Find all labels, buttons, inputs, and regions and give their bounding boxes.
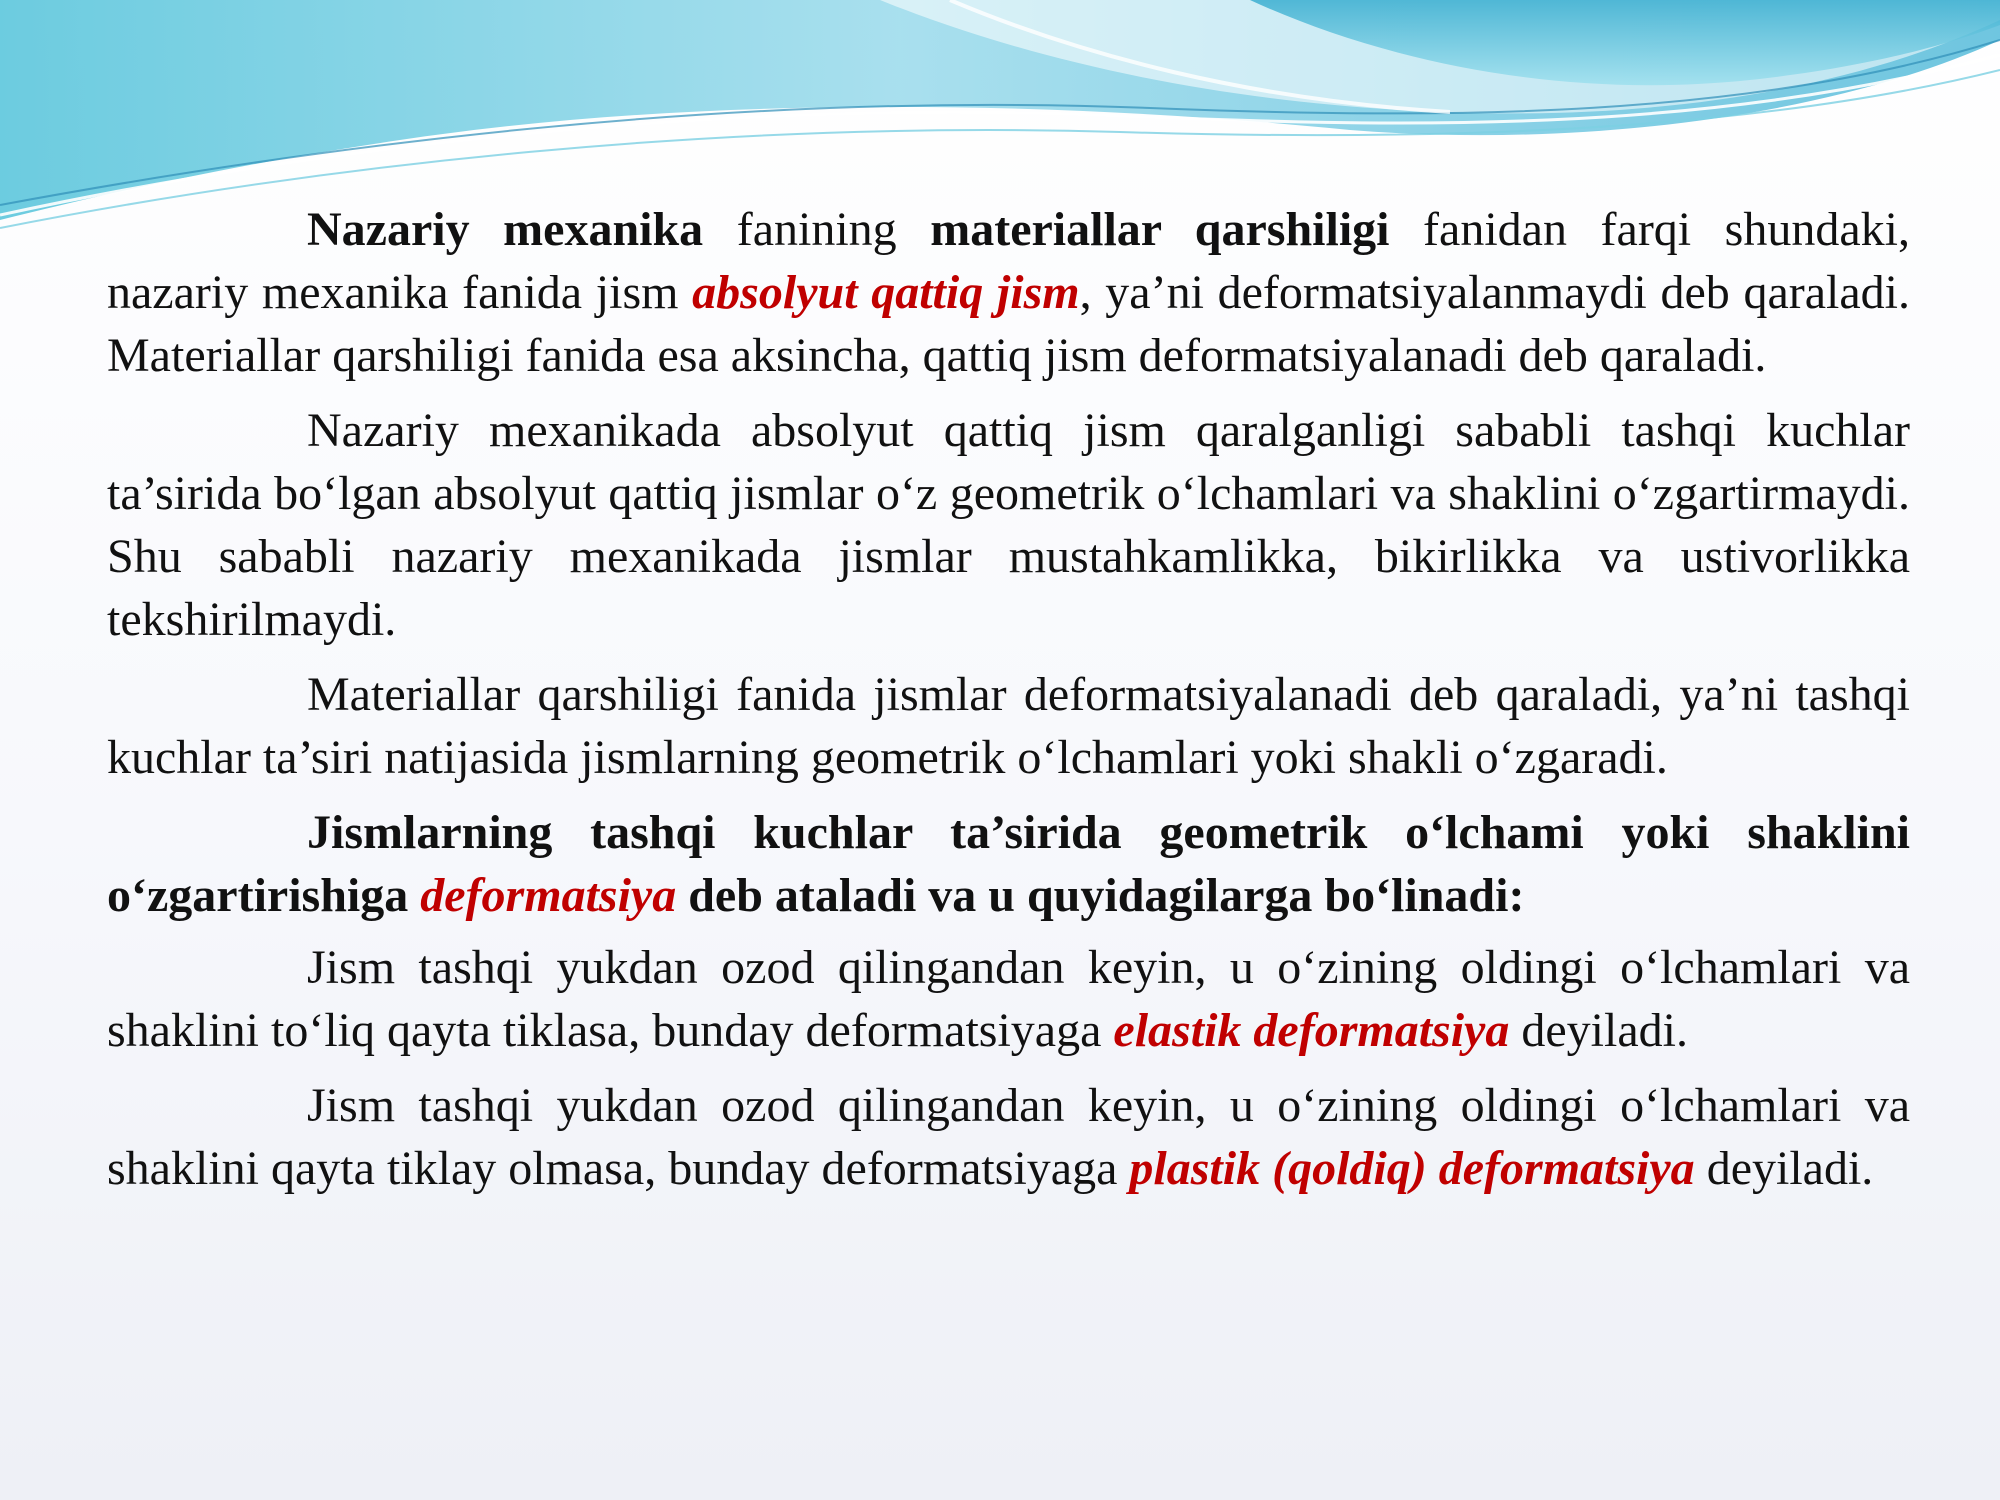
paragraph-4-definition bbox=[107, 801, 1910, 927]
highlight-plastik-deformatsiya: plastik (qoldiq) deformatsiya bbox=[1129, 1142, 1695, 1195]
text-run: Jism tashqi yukdan ozod qilingandan keyin, u o‘zining oldingi o‘lchamlari va shaklini to‘liq qayta tiklasa, bunday deformatsiyaga bbox=[107, 941, 1910, 1057]
paragraph-5 bbox=[107, 936, 1910, 1062]
text-run: , ya’ni deformatsiyalanmaydi deb qaraladi. Materiallar qarshiligi fanida esa aksincha, qattiq jism deformatsiyalanadi deb qaraladi. bbox=[107, 266, 1911, 382]
text-run: fanining bbox=[703, 203, 931, 256]
highlight-deformatsiya: deformatsiya bbox=[420, 869, 677, 922]
highlight-absolyut-qattiq-jism: absolyut qattiq jism bbox=[692, 266, 1080, 319]
text-run: deyiladi. bbox=[1694, 1142, 1874, 1195]
paragraph-6 bbox=[107, 1074, 1910, 1200]
text-run: fanidan farqi shundaki, nazariy mexanika fanida jism bbox=[107, 203, 1911, 319]
text-run: Nazariy mexanikada absolyut qattiq jism qaralganligi sababli tashqi kuchlar ta’sirida bo‘lgan absolyut qattiq jismlar o‘z geometrik o‘lchamlari va shaklini o‘zgartirmaydi. Shu sababli nazariy mexanikada jismlar mustahkamlikka, bikirlikka va ustivorlikka tekshirilmaydi. bbox=[107, 404, 1910, 646]
text-run-bold: deb ataladi va u quyidagilarga bo‘linadi: bbox=[676, 869, 1525, 922]
text-run: deyiladi. bbox=[1509, 1004, 1688, 1057]
paragraph-1 bbox=[107, 198, 1910, 387]
slide-body bbox=[107, 198, 1910, 1212]
highlight-elastik-deformatsiya: elastik deformatsiya bbox=[1113, 1004, 1510, 1057]
text-run: Materiallar qarshiligi fanida jismlar deformatsiyalanadi deb qaraladi, ya’ni tashqi kuchlar ta’siri natijasida jismlarning geometrik o‘lchamlari yoki shakli o‘zgaradi. bbox=[107, 668, 1910, 784]
text-run: Jism tashqi yukdan ozod qilingandan keyin, u o‘zining oldingi o‘lchamlari va shaklini qayta tiklay olmasa, bunday deformatsiyaga bbox=[107, 1079, 1910, 1195]
paragraph-2 bbox=[107, 399, 1910, 651]
paragraph-3 bbox=[107, 663, 1910, 789]
term-materiallar-qarshiligi: materiallar qarshiligi bbox=[930, 203, 1390, 256]
text-run-bold: Jismlarning tashqi kuchlar ta’sirida geometrik o‘lchami yoki shaklini o‘zgartirishiga bbox=[107, 806, 1910, 922]
term-nazariy-mexanika: Nazariy mexanika bbox=[307, 203, 704, 256]
